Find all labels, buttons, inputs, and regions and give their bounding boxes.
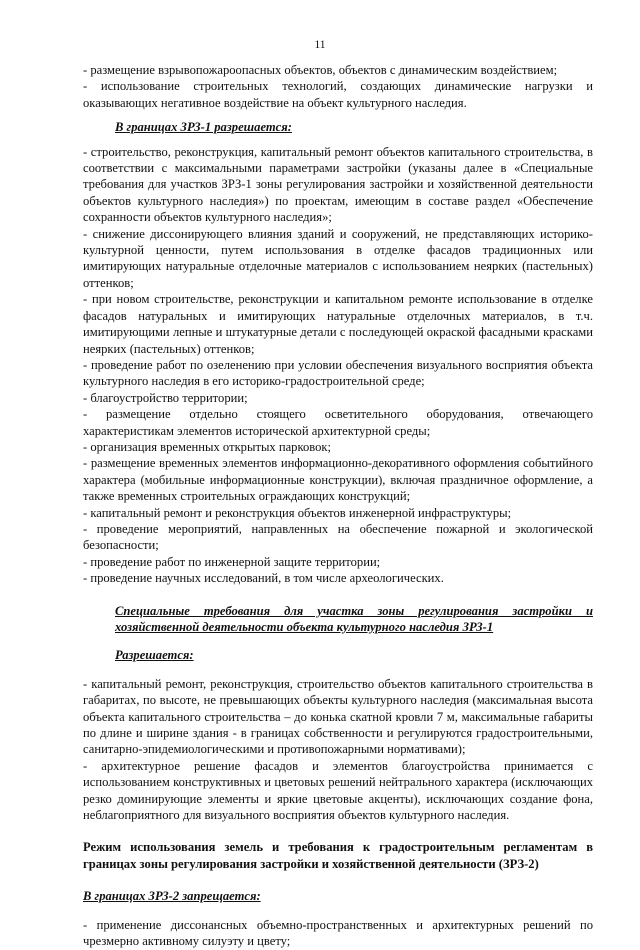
paragraph-prohibition-explosive: - размещение взрывопожароопасных объектов, объектов с динамическим воздействием; [83, 63, 558, 77]
heading-allowed: Разрешается: [115, 648, 194, 663]
page-number: 11 [314, 39, 326, 51]
list-item: - снижение диссонирующего влияния зданий и сооружений, не представляющих историко-культурной ценности, путем использования в отделке фасадов традиционных или имитирующих натуральные отделочные материалов с использованием неярких (пастельных) оттенков; [83, 226, 593, 290]
heading-zrz2-prohibited: В границах ЗРЗ-2 запрещается: [83, 889, 261, 904]
list-item: - проведение мероприятий, направленных на обеспечение пожарной и экологической безопасности; [83, 521, 593, 553]
heading-zrz1-allowed: В границах ЗРЗ-1 разрешается: [115, 120, 292, 135]
list-item: - проведение работ по инженерной защите территории; [83, 554, 381, 569]
list-item: - строительство, реконструкция, капитальный ремонт объектов капитального строительства, в соответствии с максимальными параметрами застройки (указаны далее в «Специальные требования для участков ЗРЗ-1 зоны регулирования застройки и хозяйственной деятельности объектов культурного наследия») по проектам, имеющим в составе раздел «Обеспечение сохранности объектов культурного наследия»; [83, 144, 593, 225]
list-item: - размещение временных элементов информационно-декоративного оформления событийного характера (мобильные информационные конструкции), включая праздничное оформление, а также временных строительных ограждающих конструкций; [83, 456, 593, 504]
list-item: - организация временных открытых парковок; [83, 439, 332, 454]
list-item: - капитальный ремонт и реконструкция объектов инженерной инфраструктуры; [83, 505, 512, 520]
list-item: - проведение работ по озеленению при условии обеспечения визуального восприятия объекта культурного наследия в его историко-градостроительной среде; [83, 357, 593, 389]
heading-land-use-regime: Режим использования земель и требования к градостроительным регламентам в границах зоны регулирования застройки и хозяйственной деятельности (ЗРЗ-2) [83, 840, 593, 871]
list-item: - благоустройство территории; [83, 390, 248, 405]
paragraph-prohibition-dynamic: - использование строительных технологий, создающих динамические нагрузки и оказывающих негативное воздействие на объект культурного наследия. [83, 79, 593, 110]
heading-special-requirements: Специальные требования для участка зоны регулирования застройки и хозяйственной деятельности объекта культурного наследия ЗРЗ-1 [115, 603, 593, 634]
list-item: - применение диссонансных объемно-пространственных и архитектурных решений по чрезмерно активному силуэту и цвету; [83, 917, 593, 949]
list-item: - капитальный ремонт, реконструкция, строительство объектов капитального строительства в габаритах, по высоте, не превышающих объекты культурного наследия (максимальная высота объекта капитального строительства – до конька скатной кровли 7 м, максимальные габариты по длине и ширине здания - в границах собственности и регулируются градостроительными, санитарно-эпидемиологическими и противопожарными нормативами); [83, 676, 593, 757]
document-body [83, 62, 593, 950]
list-item: - размещение отдельно стоящего осветительного оборудования, отвечающего характеристикам элементов исторической архитектурной среды; [83, 407, 593, 438]
list-item: - проведение научных исследований, в том числе археологических. [83, 571, 444, 586]
list-item: - архитектурное решение фасадов и элементов благоустройства принимается с использованием конструктивных и цветовых решений нейтрального характера (исключающих резко доминирующие элементы и яркие цветовые акценты), исключающих создание фона, неблагоприятного для визуального восприятия объектов культурного наследия. [83, 758, 593, 823]
list-item: - при новом строительстве, реконструкции и капитальном ремонте использование в отделке фасадов натуральных и имитирующих натуральные отделочных материалов, в т.ч. имитирующими лепные и штукатурные детали с последующей окраской фасадными красками неярких (пастельных) оттенков; [83, 292, 593, 356]
